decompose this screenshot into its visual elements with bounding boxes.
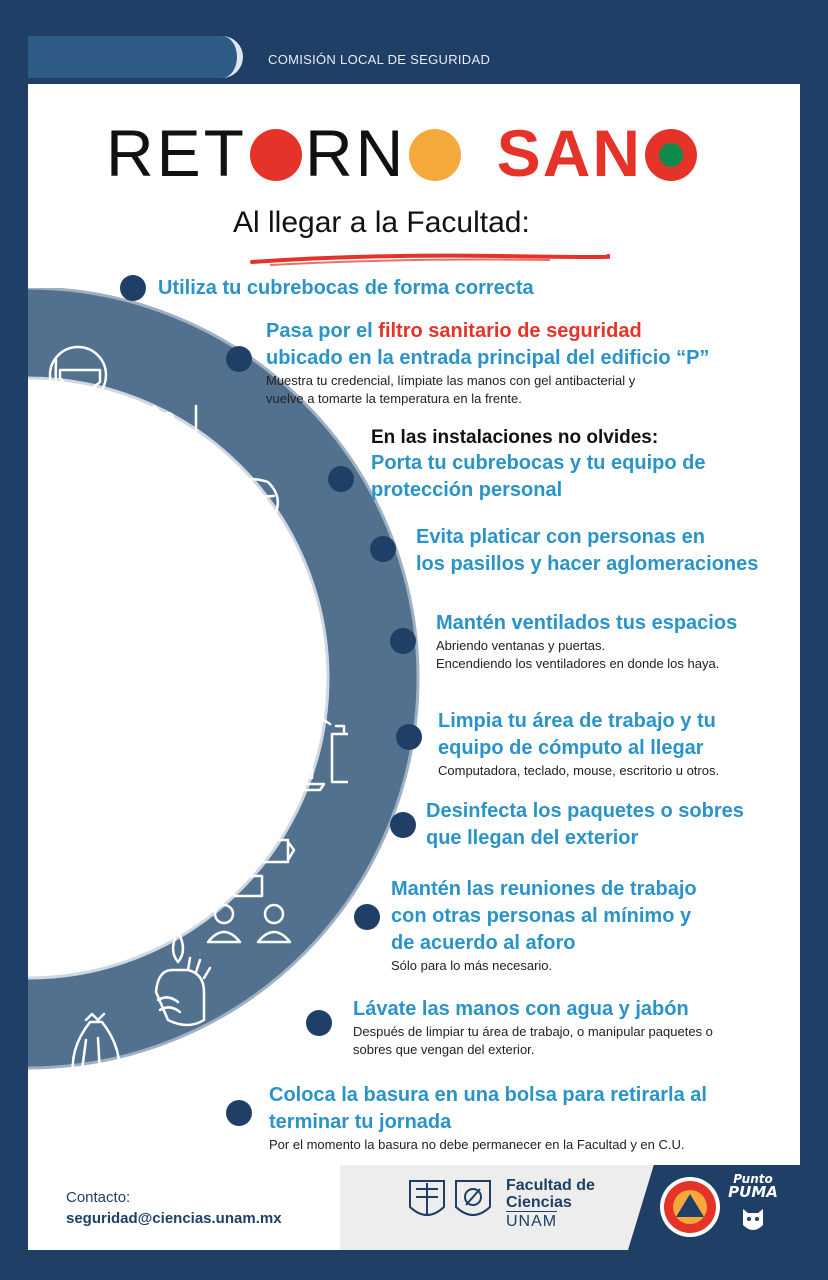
item-desc: Por el momento la basura no debe permanecer en la Facultad y en C.U. [269, 1137, 685, 1152]
item-title: Desinfecta los paquetes o sobres [426, 800, 744, 822]
facultad-logo-text: Facultad de Ciencias UNAM [506, 1177, 595, 1230]
bullet [396, 724, 422, 750]
meeting-icon [208, 876, 290, 942]
bullet [120, 275, 146, 301]
bullet [226, 346, 252, 372]
trash-bag-icon [73, 1014, 120, 1087]
item-title-2: ubicado en la entrada principal del edificio “P” [266, 347, 710, 369]
item-title: Limpia tu área de trabajo y tu [438, 710, 716, 732]
punto-puma-logo: Punto PUMA [728, 1172, 778, 1201]
item-desc: Sólo para lo más necesario. [391, 958, 553, 973]
item-intro: En las instalaciones no olvides: [371, 427, 659, 448]
disinfect-computer-icon [248, 720, 348, 790]
item-title: Pasa por el filtro sanitario de seguridad [266, 320, 642, 342]
item-title-2: equipo de cómputo al llegar [438, 737, 704, 759]
item-title: Lávate las manos con agua y jabón [353, 998, 689, 1020]
item-desc: Computadora, teclado, mouse, escritorio u otros. [438, 763, 720, 778]
item-title-3: de acuerdo al aforo [391, 932, 576, 954]
bullet [354, 904, 380, 930]
amber-light-icon [409, 129, 461, 181]
subtitle: Al llegar a la Facultad: [233, 206, 530, 239]
bullet [390, 628, 416, 654]
item-title: Mantén las reuniones de trabajo [391, 878, 697, 900]
item-desc: Muestra tu credencial, límpiate las manos con gel antibacterial y [266, 373, 636, 388]
item-desc-2: sobres que vengan del exterior. [353, 1042, 535, 1057]
unam-shield-icon [410, 1181, 444, 1215]
ciencias-shield-icon [456, 1181, 490, 1215]
footer [28, 1165, 800, 1250]
item-title: Utiliza tu cubrebocas de forma correcta [158, 277, 534, 299]
no-crowding-icon [238, 545, 298, 605]
bullet [370, 536, 396, 562]
bullet [306, 1010, 332, 1036]
item-title: Evita platicar con personas en [416, 526, 705, 548]
title-sano: SAN [497, 116, 697, 190]
face-mask-icon [50, 347, 106, 415]
title-retorno: RET RN [106, 116, 464, 190]
item-title: Coloca la basura en una bolsa para retirarla al [269, 1084, 707, 1106]
poster [28, 30, 800, 1250]
sanitary-filter-icon [124, 406, 196, 470]
item-title: Mantén ventilados tus espacios [436, 612, 738, 634]
item-title-2: terminar tu jornada [269, 1111, 452, 1133]
item-title-2: los pasillos y hacer aglomeraciones [416, 553, 759, 575]
item-title-2: protección personal [371, 479, 563, 501]
puma-icon [738, 1205, 768, 1235]
window-ventilation-icon [268, 628, 324, 694]
proteccion-civil-icon [658, 1175, 722, 1239]
item-title-2: con otras personas al mínimo y [391, 905, 692, 927]
item-desc-2: Encendiendo los ventiladores en donde los haya. [436, 656, 720, 671]
contact-label: Contacto: [66, 1189, 131, 1206]
item-desc-2: vuelve a tomarte la temperatura en la frente. [266, 391, 522, 406]
item-title-2: que llegan del exterior [426, 827, 639, 849]
item-title: Porta tu cubrebocas y tu equipo de [371, 452, 706, 474]
hand-washing-icon [156, 932, 210, 1025]
header-title: COMISIÓN LOCAL DE SEGURIDAD [268, 52, 491, 67]
disinfect-package-icon [206, 802, 294, 862]
green-light-icon [645, 129, 697, 181]
unam-shields [406, 1177, 496, 1227]
item-desc: Después de limpiar tu área de trabajo, o manipular paquetes o [353, 1024, 713, 1039]
item-desc: Abriendo ventanas y puertas. [436, 638, 606, 653]
contact-email[interactable]: seguridad@ciencias.unam.mx [66, 1210, 282, 1227]
ppe-icon [162, 479, 278, 526]
contact [66, 1187, 282, 1229]
bullet [226, 1100, 252, 1126]
bullet [390, 812, 416, 838]
bullet [328, 466, 354, 492]
ring-icons [28, 30, 348, 1160]
logo-panel [340, 1165, 670, 1250]
